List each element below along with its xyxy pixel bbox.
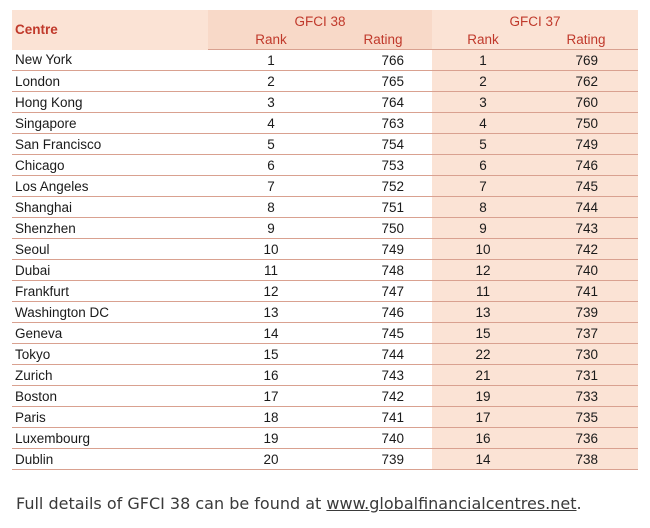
- gfci38-rating-cell: 749: [334, 239, 432, 260]
- footer-note: [16, 494, 582, 513]
- centre-name-cell: Frankfurt: [12, 281, 208, 302]
- centre-name-cell: Shenzhen: [12, 218, 208, 239]
- table-row: [12, 281, 638, 302]
- gfci38-rating-cell: 743: [334, 365, 432, 386]
- gfci37-rank-cell: 2: [432, 71, 534, 92]
- gfci37-rating-cell: 742: [534, 239, 638, 260]
- gfci37-rank-cell: 9: [432, 218, 534, 239]
- centre-name-cell: Paris: [12, 407, 208, 428]
- table-row: [12, 323, 638, 344]
- table-row: [12, 50, 638, 71]
- gfci38-rank-cell: 9: [208, 218, 334, 239]
- gfci37-rating-cell: 738: [534, 449, 638, 470]
- gfci38-rating-cell: 744: [334, 344, 432, 365]
- gfci37-rating-cell: 740: [534, 260, 638, 281]
- gfci38-rating-cell: 765: [334, 71, 432, 92]
- table-row: [12, 428, 638, 449]
- centre-name-cell: London: [12, 71, 208, 92]
- table-row: [12, 218, 638, 239]
- table-row: [12, 365, 638, 386]
- gfci38-rank-cell: 12: [208, 281, 334, 302]
- gfci37-rating-cell: 749: [534, 134, 638, 155]
- centre-name-cell: Los Angeles: [12, 176, 208, 197]
- gfci37-rank-cell: 21: [432, 365, 534, 386]
- gfci37-rating-cell: 760: [534, 92, 638, 113]
- table-row: [12, 239, 638, 260]
- gfci37-rank-cell: 7: [432, 176, 534, 197]
- gfci37-rating-cell: 769: [534, 50, 638, 71]
- gfci-ranking-table: [12, 10, 638, 470]
- gfci37-rank-cell: 16: [432, 428, 534, 449]
- table-header: [12, 10, 638, 50]
- gfci37-rating-cell: 746: [534, 155, 638, 176]
- gfci37-rank-header: Rank: [432, 29, 534, 50]
- gfci38-rating-cell: 740: [334, 428, 432, 449]
- gfci38-rating-cell: 752: [334, 176, 432, 197]
- gfci37-rank-cell: 10: [432, 239, 534, 260]
- gfci38-rating-cell: 750: [334, 218, 432, 239]
- centre-name-cell: Shanghai: [12, 197, 208, 218]
- table-row: [12, 134, 638, 155]
- gfci37-rating-cell: 737: [534, 323, 638, 344]
- gfci37-rank-cell: 12: [432, 260, 534, 281]
- centre-column-header: Centre: [12, 10, 208, 50]
- centre-name-cell: Geneva: [12, 323, 208, 344]
- gfci37-rank-cell: 11: [432, 281, 534, 302]
- gfci37-rank-cell: 6: [432, 155, 534, 176]
- gfci37-rank-cell: 22: [432, 344, 534, 365]
- gfci38-rank-cell: 20: [208, 449, 334, 470]
- gfci37-rating-cell: 731: [534, 365, 638, 386]
- gfci37-rank-cell: 1: [432, 50, 534, 71]
- centre-name-cell: Dublin: [12, 449, 208, 470]
- centre-name-cell: Seoul: [12, 239, 208, 260]
- gfci38-rank-cell: 14: [208, 323, 334, 344]
- gfci37-rating-cell: 750: [534, 113, 638, 134]
- centre-name-cell: Luxembourg: [12, 428, 208, 449]
- gfci38-rating-cell: 751: [334, 197, 432, 218]
- gfci38-rating-cell: 742: [334, 386, 432, 407]
- gfci38-rank-cell: 18: [208, 407, 334, 428]
- centre-name-cell: Boston: [12, 386, 208, 407]
- gfci38-rank-cell: 4: [208, 113, 334, 134]
- centre-name-cell: San Francisco: [12, 134, 208, 155]
- gfci38-rating-cell: 766: [334, 50, 432, 71]
- table-row: [12, 386, 638, 407]
- footer-text: Full details of GFCI 38 can be found at: [16, 494, 327, 513]
- gfci37-rank-cell: 8: [432, 197, 534, 218]
- gfci37-rank-cell: 5: [432, 134, 534, 155]
- gfci38-rank-cell: 15: [208, 344, 334, 365]
- gfci37-rating-cell: 745: [534, 176, 638, 197]
- gfci38-rank-cell: 11: [208, 260, 334, 281]
- centre-name-cell: Zurich: [12, 365, 208, 386]
- gfci37-rating-cell: 741: [534, 281, 638, 302]
- gfci38-rating-cell: 763: [334, 113, 432, 134]
- gfci38-rating-cell: 747: [334, 281, 432, 302]
- gfci37-rank-cell: 19: [432, 386, 534, 407]
- gfci-ranking-table-container: [12, 10, 638, 470]
- gfci38-rank-cell: 17: [208, 386, 334, 407]
- gfci38-rating-cell: 741: [334, 407, 432, 428]
- gfci38-rating-cell: 764: [334, 92, 432, 113]
- table-row: [12, 92, 638, 113]
- centre-name-cell: Tokyo: [12, 344, 208, 365]
- gfci38-rank-cell: 7: [208, 176, 334, 197]
- table-row: [12, 260, 638, 281]
- gfci38-rank-cell: 5: [208, 134, 334, 155]
- gfci37-rating-cell: 733: [534, 386, 638, 407]
- table-row: [12, 407, 638, 428]
- table-row: [12, 176, 638, 197]
- gfci38-rating-cell: 746: [334, 302, 432, 323]
- gfci38-rating-cell: 748: [334, 260, 432, 281]
- gfci38-rank-cell: 10: [208, 239, 334, 260]
- centre-name-cell: New York: [12, 50, 208, 71]
- gfci38-rating-cell: 739: [334, 449, 432, 470]
- gfci37-group-header: GFCI 37: [432, 10, 638, 29]
- gfci37-rank-cell: 4: [432, 113, 534, 134]
- table-row: [12, 155, 638, 176]
- gfci38-rank-cell: 2: [208, 71, 334, 92]
- gfci38-rating-cell: 754: [334, 134, 432, 155]
- gfci37-rank-cell: 3: [432, 92, 534, 113]
- gfci37-rating-cell: 743: [534, 218, 638, 239]
- table-row: [12, 449, 638, 470]
- gfci38-rank-header: Rank: [208, 29, 334, 50]
- gfci38-rank-cell: 1: [208, 50, 334, 71]
- table-row: [12, 197, 638, 218]
- gfci37-rating-cell: 744: [534, 197, 638, 218]
- table-row: [12, 71, 638, 92]
- gfci38-group-header: GFCI 38: [208, 10, 432, 29]
- footer-period: .: [576, 494, 582, 513]
- gfci38-rank-cell: 13: [208, 302, 334, 323]
- gfci38-rating-cell: 753: [334, 155, 432, 176]
- table-row: [12, 302, 638, 323]
- gfci38-rating-header: Rating: [334, 29, 432, 50]
- gfci37-rating-cell: 730: [534, 344, 638, 365]
- gfci37-rank-cell: 14: [432, 449, 534, 470]
- gfci-website-link[interactable]: www.globalfinancialcentres.net: [326, 494, 577, 513]
- table-row: [12, 113, 638, 134]
- centre-name-cell: Hong Kong: [12, 92, 208, 113]
- gfci38-rank-cell: 19: [208, 428, 334, 449]
- centre-name-cell: Dubai: [12, 260, 208, 281]
- table-body: [12, 50, 638, 470]
- gfci38-rating-cell: 745: [334, 323, 432, 344]
- centre-name-cell: Chicago: [12, 155, 208, 176]
- table-row: [12, 344, 638, 365]
- gfci37-rating-cell: 762: [534, 71, 638, 92]
- gfci37-rank-cell: 17: [432, 407, 534, 428]
- gfci37-rating-cell: 735: [534, 407, 638, 428]
- gfci38-rank-cell: 3: [208, 92, 334, 113]
- gfci37-rating-cell: 739: [534, 302, 638, 323]
- centre-name-cell: Singapore: [12, 113, 208, 134]
- gfci38-rank-cell: 16: [208, 365, 334, 386]
- gfci38-rank-cell: 6: [208, 155, 334, 176]
- gfci38-rank-cell: 8: [208, 197, 334, 218]
- centre-name-cell: Washington DC: [12, 302, 208, 323]
- gfci37-rank-cell: 15: [432, 323, 534, 344]
- gfci37-rating-header: Rating: [534, 29, 638, 50]
- gfci37-rating-cell: 736: [534, 428, 638, 449]
- gfci37-rank-cell: 13: [432, 302, 534, 323]
